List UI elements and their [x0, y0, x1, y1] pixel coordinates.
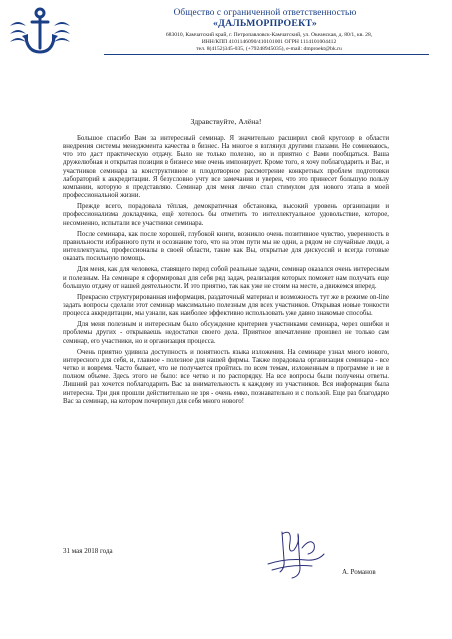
letter-paragraph: Очень приятно удивила доступность и понятность языка изложения. На семинаре узнал много нового, интересного для себя, и, главное - полезное для нашей фирмы. Также порадовала организация семинара - все четко и вовремя. Часто бывает, что не получается пройтись по всем темам, изложенным в программе и не в полном объеме. Здесь этого не было: все четко и по распорядку. На все вопросы были получены ответы. Лишний раз хочется поблагодарить Вас за внимательность к каждому из участников. Вся информация была интересна. Три дня прошли действительно не зря - очень емко, познавательно и с пользой. Еще раз благодарю Вас за семинар, на котором почерпнул для себя много нового!	[63, 348, 389, 405]
letter-paragraph: Для меня полезным и интересным было обсуждение критериев участниками семинара, через ошибки и проблемы других - открываешь недостатки своего дела. Приятное впечатление произвел не только сам семинар, его участники, но и организация процесса.	[63, 321, 389, 345]
letter-greeting: Здравствуйте, Алёна!	[190, 117, 262, 126]
letter-paragraph: Прежде всего, порадовала тёплая, демократичная обстановка, высокий уровень организации и профессионализма докладчика, ещё хотелось бы отметить то интеллектуальное удовольствие, которое, несомненно, испытали все участники семинара.	[63, 203, 389, 227]
letterhead-divider	[104, 54, 429, 55]
letter-date: 31 мая 2018 года	[63, 547, 113, 555]
signer-name: А. Романов	[342, 568, 376, 576]
letter-paragraph: Прекрасно структурированная информация, раздаточный материал и возможность тут же в режиме on-line задать вопросы сделали этот семинар максимально полезным для всех участников. Открывая новые тонкости процесса аккредитации, мы узнали, как наиболее эффективно использовать уже давно знакомые способы.	[63, 293, 389, 318]
company-logo-anchor-icon	[8, 6, 72, 56]
organization-name: «ДАЛЬМОРПРОЕКТ»	[213, 18, 317, 29]
letter-paragraph: Большое спасибо Вам за интересный семинар. Я значительно расширил свой кругозор в области внедрения системы менеджмента качества в бизнес. На многое я взглянул другими глазами. Не сомневаюсь, что это даст практическую отдачу. Было не только полезно, но и приятно с Вами пообщаться. Ваша дружелюбная и открытая позиция в бизнесе мне очень импонирует. Кроме того, я хочу поблагодарить и Вас, и участников семинара за конструктивное и плодотворное рассмотрение конкретных проблем подготовки лабораторий к аккредитации. Я безусловно учту все замечания и уверен, что это принесет большую пользу компании, которую я представляю. Семинар для меня лично стал стимулом для нового этапа в моей профессиональной жизни.	[63, 135, 389, 200]
organization-contacts: тел. 8(4152)345-035, (+79248945035), e-mail: dmproekt@bk.ru	[196, 46, 342, 52]
organization-registration: ИНН/КПП 4101146090/410101001 ОГРН 1114101004412	[201, 39, 337, 45]
organization-type: Общество с ограниченной ответственностью	[173, 8, 357, 18]
letter-body	[63, 135, 389, 409]
letter-paragraph: После семинара, как после хорошей, глубокой книги, возникло очень позитивное чувство, уверенность в правильности избранного пути и осознание того, что на этом пути мы не одни, а рядом не случайные люди, а интеллектуалы, профессионалы в своей области, такие как Вы, открытые для дискуссий и всегда готовые оказать посильную помощь.	[63, 230, 389, 263]
organization-address: 683010, Камчатский край, г. Петропавловск-Камчатский, ул. Океанская, д. 80/1, кв. 28,	[165, 32, 373, 38]
handwritten-signature	[262, 524, 330, 584]
letter-paragraph: Для меня, как для человека, ставящего перед собой реальные задачи, семинар оказался очень интересным и полезным. На семинаре я сформировал для себя ряд задач, реализация которых поможет нам получать еще большую отдачу от нашей деятельности. И это приятно, так как уже не стоим на месте, а движемся вперед.	[63, 266, 389, 290]
